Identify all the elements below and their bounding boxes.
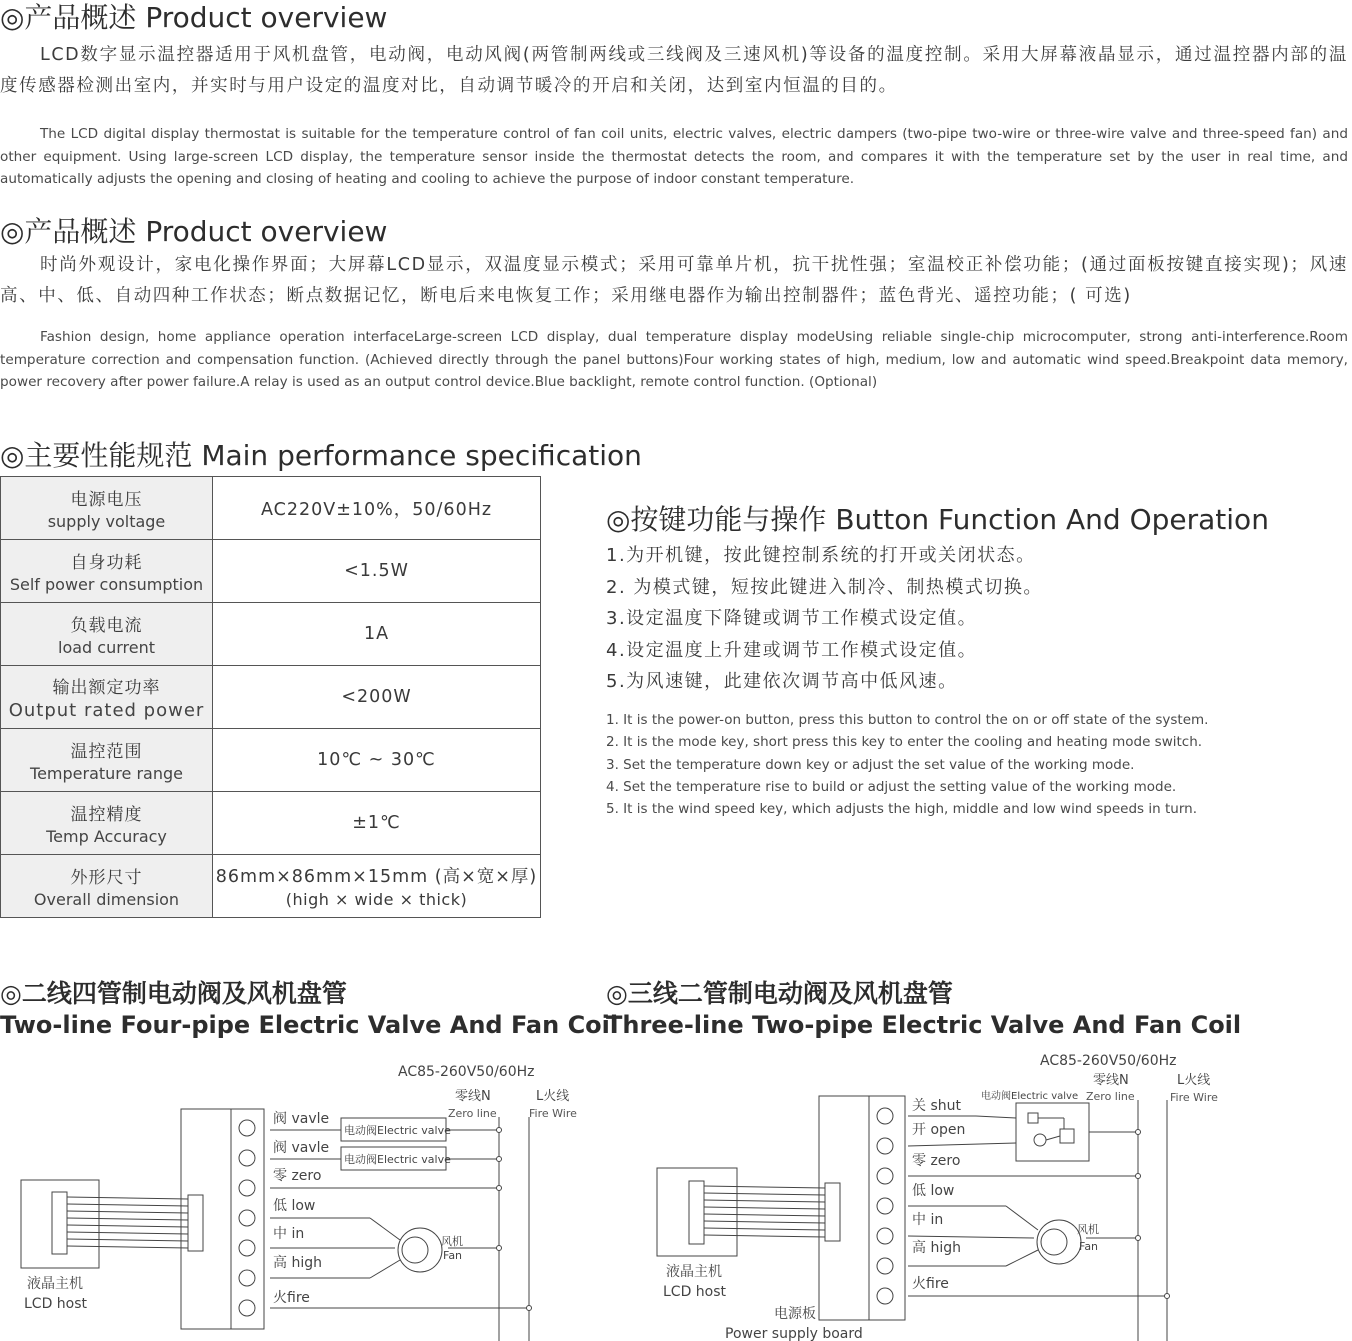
spec-value: ±1℃ bbox=[213, 792, 541, 855]
diagram2-title-cn: ◎三线二管制电动阀及风机盘管 bbox=[606, 979, 953, 1008]
terminal-label: 关 shut bbox=[912, 1098, 961, 1114]
terminal-label: 中 in bbox=[912, 1212, 944, 1228]
spec-table bbox=[0, 476, 541, 918]
electric-valve-label: 电动阀Electric valve bbox=[344, 1153, 451, 1166]
spec-value: 1A bbox=[213, 603, 541, 666]
terminal-label: 高 high bbox=[912, 1240, 961, 1256]
list-item: 4. Set the temperature rise to build or adjust the setting value of the working mode. bbox=[606, 778, 1177, 795]
power-board bbox=[181, 1109, 264, 1329]
spec-key bbox=[1, 729, 213, 792]
spec-key-en: Temperature range bbox=[30, 764, 183, 783]
fan-rotor bbox=[1041, 1229, 1067, 1255]
terminal-label: 高 high bbox=[273, 1255, 322, 1271]
diagram1-title-en: Two-line Four-pipe Electric Valve And Fan Coil bbox=[0, 1011, 619, 1039]
list-item: 4.设定温度上升建或调节工作模式设定值。 bbox=[606, 639, 978, 661]
connector bbox=[52, 1192, 67, 1254]
button-function-list-en bbox=[606, 709, 1208, 820]
spec-row bbox=[1, 729, 541, 792]
spec-value-line2: (high × wide × thick) bbox=[285, 890, 468, 909]
spec-value: <200W bbox=[213, 666, 541, 729]
overview-title-2: ◎产品概述 Product overview bbox=[0, 215, 388, 248]
wiring-diagram-1 bbox=[0, 1055, 600, 1341]
spec-key bbox=[1, 792, 213, 855]
spec-key-cn: 温控精度 bbox=[70, 805, 143, 825]
fan-label-en: Fan bbox=[1079, 1240, 1099, 1253]
zero-line-label: 零线N bbox=[1093, 1073, 1129, 1088]
spec-key-cn: 负载电流 bbox=[70, 616, 143, 636]
lcd-host-label-en: LCD host bbox=[24, 1296, 88, 1312]
spec-key-cn: 外形尺寸 bbox=[70, 868, 143, 888]
power-board-label-en: Power supply board bbox=[725, 1326, 863, 1341]
button-function-title: ◎按键功能与操作 Button Function And Operation bbox=[606, 503, 1269, 536]
fan-label-cn: 风机 bbox=[1077, 1223, 1099, 1236]
terminal-label: 中 in bbox=[273, 1226, 305, 1242]
terminal-label: 低 low bbox=[273, 1198, 316, 1214]
junction-dots bbox=[497, 1128, 532, 1311]
list-item: 2. It is the mode key, short press this key to enter the cooling and heating mode switch. bbox=[606, 734, 1203, 751]
spec-value: 10℃ ~ 30℃ bbox=[213, 729, 541, 792]
overview-en-1: The LCD digital display thermostat is suitable for the temperature control of fan coil units, electric valves, electric dampers (two-pipe two-wire or three-wire valve and three-speed fan) and other equipment. Using large-screen LCD display, the temperature sensor inside the thermostat detects the room, and compares it with the temperature set by the user in real time, and automatically adjusts the opening and closing of heating and cooling to achieve the purpose of indoor constant temperature. bbox=[0, 126, 1348, 187]
fan-icon bbox=[398, 1228, 442, 1272]
lcd-host-box bbox=[21, 1180, 99, 1268]
spec-value: AC220V±10%，50/60Hz bbox=[213, 477, 541, 540]
terminal-label: 阀 vavle bbox=[273, 1111, 330, 1127]
list-item: 3. Set the temperature down key or adjust the set value of the working mode. bbox=[606, 756, 1135, 773]
spec-key-cn: 温控范围 bbox=[70, 742, 143, 762]
diagram2-title-en: Three-line Two-pipe Electric Valve And Fan Coil bbox=[606, 1011, 1242, 1039]
spec-value-line1: 86mm×86mm×15mm (高×宽×厚) bbox=[215, 867, 538, 887]
terminal-label: 阀 vavle bbox=[273, 1140, 330, 1156]
overview-title-1: ◎产品概述 Product overview bbox=[0, 1, 388, 34]
zero-line-label-en: Zero line bbox=[1086, 1090, 1135, 1103]
electric-valve-box bbox=[1016, 1103, 1089, 1161]
spec-title: ◎主要性能规范 Main performance specification bbox=[0, 439, 642, 472]
spec-key-cn: 自身功耗 bbox=[70, 553, 143, 573]
list-item: 2. 为模式键，短按此键进入制冷、制热模式切换。 bbox=[606, 576, 1043, 598]
spec-key bbox=[1, 603, 213, 666]
diagram1-title-cn: ◎二线四管制电动阀及风机盘管 bbox=[0, 979, 347, 1008]
fire-wire-label: L火线 bbox=[1177, 1073, 1211, 1088]
wires bbox=[908, 1116, 1167, 1296]
spec-row bbox=[1, 477, 541, 540]
lcd-host-label-cn: 液晶主机 bbox=[27, 1276, 83, 1292]
supply-label: AC85-260V50/60Hz bbox=[1040, 1053, 1177, 1069]
terminal-label: 零 zero bbox=[273, 1168, 322, 1184]
electric-valve-label: 电动阀Electric valve bbox=[981, 1091, 1079, 1102]
electric-valve-label: 电动阀Electric valve bbox=[344, 1124, 451, 1137]
fire-wire-label-en: Fire Wire bbox=[1170, 1091, 1218, 1104]
list-item: 5. It is the wind speed key, which adjusts the high, middle and low wind speeds in turn. bbox=[606, 801, 1197, 818]
spec-row bbox=[1, 855, 541, 918]
connector bbox=[188, 1195, 203, 1251]
power-board-label-cn: 电源板 bbox=[774, 1306, 816, 1322]
spec-key bbox=[1, 666, 213, 729]
spec-key-en: Self power consumption bbox=[9, 575, 204, 594]
terminal-label: 低 low bbox=[912, 1183, 955, 1199]
terminal-screws bbox=[877, 1108, 893, 1304]
fan-label-cn: 风机 bbox=[441, 1235, 463, 1248]
terminal-label: 火fire bbox=[273, 1290, 310, 1306]
fan-rotor bbox=[402, 1237, 428, 1263]
list-item: 1.为开机键，按此键控制系统的打开或关闭状态。 bbox=[606, 545, 1036, 566]
spec-key-cn: 电源电压 bbox=[70, 490, 143, 510]
fire-wire-label: L火线 bbox=[536, 1089, 570, 1104]
spec-key-en: Output rated power bbox=[8, 700, 205, 721]
fan-icon bbox=[1037, 1220, 1081, 1264]
spec-key bbox=[1, 477, 213, 540]
terminal-label: 开 open bbox=[912, 1122, 966, 1138]
spec-value: <1.5W bbox=[213, 540, 541, 603]
spec-value bbox=[213, 855, 541, 918]
lcd-host-label-en: LCD host bbox=[663, 1284, 727, 1300]
spec-row bbox=[1, 666, 541, 729]
list-item: 5.为风速键，此建依次调节高中低风速。 bbox=[606, 671, 958, 692]
terminal-label: 火fire bbox=[912, 1276, 949, 1292]
terminal-screws bbox=[239, 1120, 255, 1316]
spec-key bbox=[1, 855, 213, 918]
spec-key bbox=[1, 540, 213, 603]
connector bbox=[825, 1183, 840, 1241]
junction-dots bbox=[1136, 1130, 1170, 1299]
ribbon-cable bbox=[704, 1186, 825, 1237]
overview-zh-1: LCD数字显示温控器适用于风机盘管，电动阀，电动风阀(两管制两线或三线阀及三速风机)等设备的温度控制。采用大屏幕液晶显示，通过温控器内部的温度传感器检测出室内，并实时与用户设定的温度对比，自动调节暖冷的开启和关闭，达到室内恒温的目的。 bbox=[0, 45, 1348, 96]
spec-key-en: load current bbox=[58, 638, 155, 657]
fan-label-en: Fan bbox=[443, 1249, 463, 1262]
terminal-label: 零 zero bbox=[912, 1153, 961, 1169]
spec-key-en: Temp Accuracy bbox=[46, 827, 167, 846]
list-item: 3.设定温度下降键或调节工作模式设定值。 bbox=[606, 608, 978, 629]
overview-zh-2: 时尚外观设计，家电化操作界面；大屏幕LCD显示，双温度显示模式；采用可靠单片机，抗干扰性强；室温校正补偿功能；(通过面板按键直接实现)；风速高、中、低、自动四种工作状态；断点数据记忆，断电后来电恢复工作；采用继电器作为输出控制器件；蓝色背光、遥控功能；( 可选) bbox=[0, 255, 1348, 306]
spec-key-cn: 输出额定功率 bbox=[52, 678, 161, 698]
valve-icon bbox=[1028, 1113, 1074, 1146]
connector bbox=[689, 1181, 704, 1244]
list-item: 1. It is the power-on button, press this button to control the on or off state of the system. bbox=[606, 712, 1209, 728]
overview-en-2: Fashion design, home appliance operation interfaceLarge-screen LCD display, dual temperature display modeUsing reliable single-chip microcomputer, strong anti-interference.Room temperature correction and compensation function. (Achieved directly through the panel buttons)Four working states of high, medium, low and automatic wind speed.Breakpoint data memory, power recovery after power failure.A relay is used as an output control device.Blue backlight, remote control function. (Optional) bbox=[0, 329, 1348, 390]
spec-key-en: supply voltage bbox=[47, 512, 166, 531]
spec-row bbox=[1, 603, 541, 666]
spec-key-en: Overall dimension bbox=[33, 890, 180, 909]
supply-label: AC85-260V50/60Hz bbox=[398, 1064, 535, 1080]
spec-row bbox=[1, 540, 541, 603]
button-function-list-cn bbox=[606, 540, 1043, 698]
zero-line-label-en: Zero line bbox=[448, 1107, 497, 1120]
fire-wire-label-en: Fire Wire bbox=[529, 1107, 577, 1120]
wiring-diagram-2 bbox=[606, 1045, 1246, 1341]
ribbon-cable bbox=[67, 1197, 188, 1248]
zero-line-label: 零线N bbox=[455, 1089, 491, 1104]
lcd-host-label-cn: 液晶主机 bbox=[666, 1264, 722, 1280]
power-board bbox=[819, 1096, 905, 1320]
spec-row bbox=[1, 792, 541, 855]
